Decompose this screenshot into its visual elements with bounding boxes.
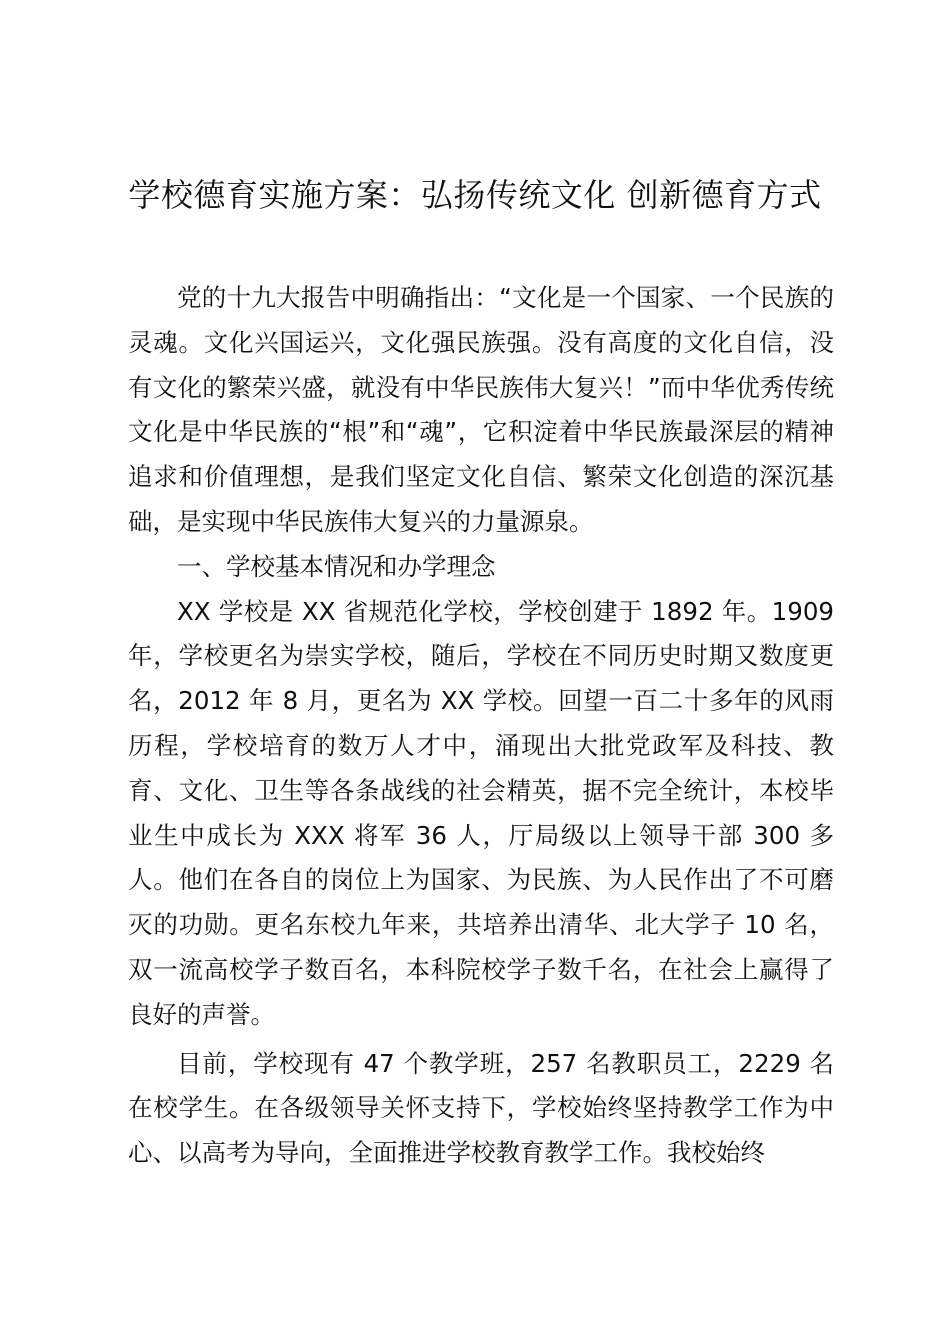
document-title: 学校德育实施方案：弘扬传统文化 创新德育方式 bbox=[128, 176, 822, 214]
section-heading: 一、学校基本情况和办学理念 bbox=[177, 551, 496, 581]
intro-paragraph: 党的十九大报告中明确指出：“文化是一个国家、一个民族的灵魂。文化兴国运兴，文化强民族强。没有高度的文化自信，没有文化的繁荣兴盛，就没有中华民族伟大复兴！”而中华优秀传统文化是中华民族的“根”和“魂”，它积淀着中华民族最深层的精神追求和价值理想，是我们坚定文化自信、繁荣文化创造的深沉基础，是实现中华民族伟大复兴的力量源泉。 bbox=[128, 283, 834, 536]
school-status-paragraph: 目前，学校现有 47 个教学班，257 名教职员工，2229 名在校学生。在各级领导关怀支持下，学校始终坚持教学工作为中心、以高考为导向，全面推进学校教育教学工作。我校始终 bbox=[128, 1048, 834, 1168]
document-body bbox=[128, 276, 834, 1176]
school-history-paragraph: XX 学校是 XX 省规范化学校，学校创建于 1892 年。1909 年，学校更名为崇实学校，随后，学校在不同历史时期又数度更名，2012 年 8 月，更名为 XX 学校。回望一百二十多年的风雨历程，学校培育的数万人才中，涌现出大批党政军及科技、教育、文化、卫生等各条战线的社会精英，据不完全统计，本校毕业生中成长为 XXX 将军 36 人，厅局级以上领导干部 300 多人。他们在各自的岗位上为国家、为民族、为人民作出了不可磨灭的功勋。更名东校九年来，共培养出清华、北大学子 10 名，双一流高校学子数百名，本科院校学子数千名，在社会上赢得了良好的声誉。 bbox=[128, 596, 834, 1029]
